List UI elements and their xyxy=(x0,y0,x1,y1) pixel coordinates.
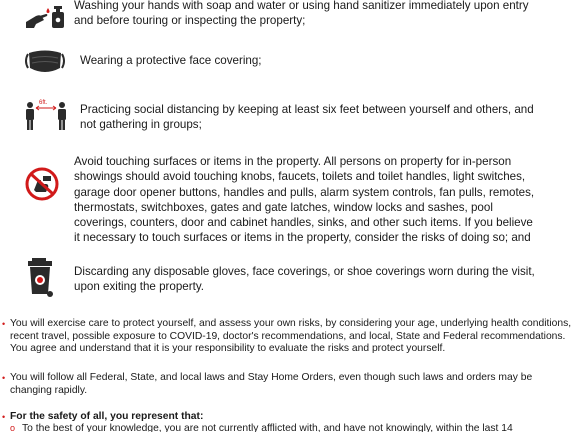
hand-washing-text: Washing your hands with soap and water or using hand sanitizer immediately upon entry and before touring or inspecting the property; xyxy=(74,0,529,28)
safety-heading: For the safety of all, you represent that: xyxy=(10,411,204,422)
discarding-text: Discarding any disposable gloves, face coverings, or shoe coverings worn during the visit, upon exiting the property. xyxy=(74,265,535,294)
social-distance-icon xyxy=(24,96,70,132)
social-distancing-text: Practicing social distancing by keeping at least six feet between yourself and others, and not gathering in groups; xyxy=(80,103,534,132)
trash-bin-icon xyxy=(26,258,60,298)
distance-label: 6ft. xyxy=(39,100,48,106)
no-touch-icon xyxy=(24,166,64,202)
face-mask-icon xyxy=(22,46,68,76)
face-covering-text: Wearing a protective face covering; xyxy=(80,54,262,67)
paragraph-bullet: • xyxy=(2,412,6,422)
sub-item-text: To the best of your knowledge, you are not currently afflicted with, and have not knowingly, within the last 14 xyxy=(22,423,513,432)
paragraph-bullet: • xyxy=(2,373,6,383)
hand-sanitizer-icon xyxy=(22,2,68,30)
laws-paragraph: You will follow all Federal, State, and local laws and Stay Home Orders, even though such laws and orders may be changing rapidly. xyxy=(10,372,533,396)
risk-paragraph: You will exercise care to protect yourself, and assess your own risks, by considering your age, underlying health conditions, recent travel, possible exposure to COVID-19, doctor's recommendations, and local, State and Federal recommendations. You agree and understand that it is your responsibility to evaluate the risks and protect yourself. xyxy=(10,318,572,355)
avoid-touching-text: Avoid touching surfaces or items in the property. All persons on property for in-person showings should avoid touching knobs, faucets, toilets and toilet handles, light switches, garage door opener buttons, handles and pulls, alarm system controls, fan pulls, remotes, thermostats, switchboxes, gates and gate latches, window locks and sashes, pool coverings, counters, door and cabinet handles, sinks, and other such items. If you believe it necessary to touch surfaces or items in the property, consider the risks of doing so; and xyxy=(74,155,535,245)
sub-bullet: o xyxy=(10,423,16,432)
paragraph-bullet: • xyxy=(2,319,6,329)
